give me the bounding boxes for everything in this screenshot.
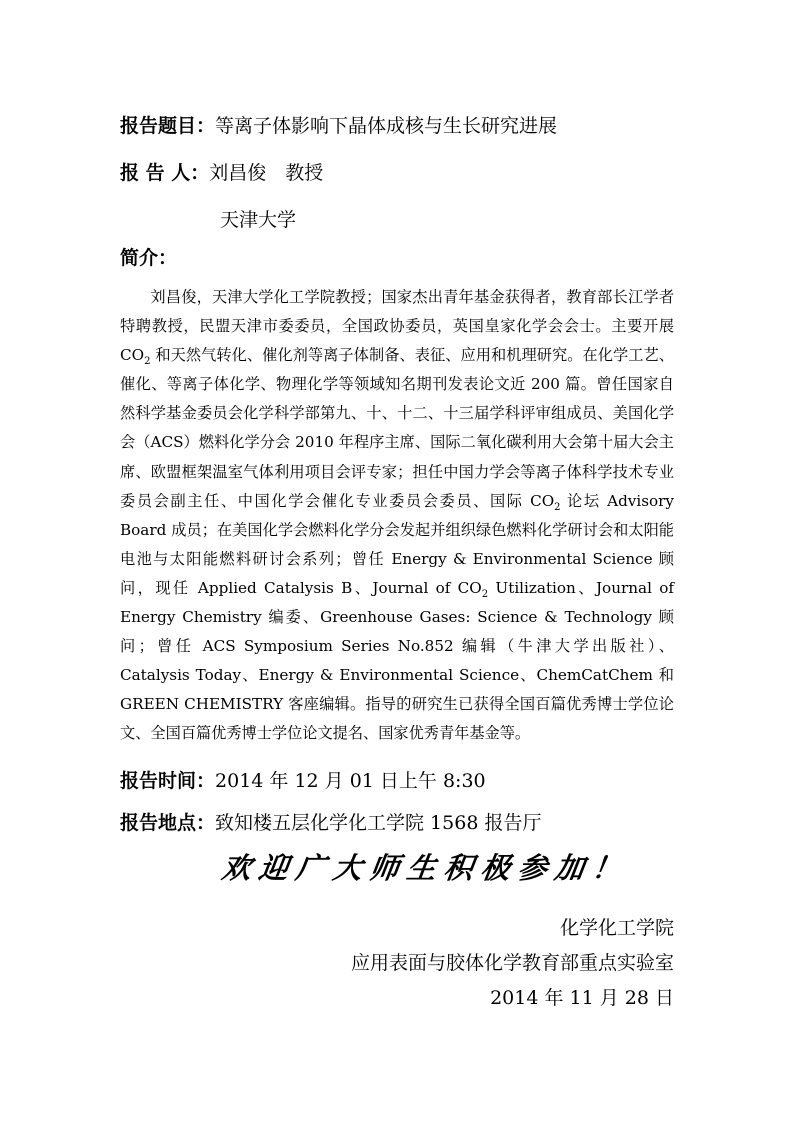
intro-label: 简介： [120, 247, 178, 269]
intro-row [120, 246, 177, 270]
bio-text-3: 论坛 Advisory Board 成员；在美国化学会燃料化学分会发起并组织绿色燃料化学研讨会和太阳能电池与太阳能燃料研讨会系列；曾任 Energy & Environmental Science 顾问，现任 Applied Catalysis B、Journal of CO [120, 491, 675, 597]
report-title-label: 报告题目： [120, 115, 216, 137]
report-time-row [120, 769, 486, 793]
bio-text-4: Utilization、Journal of Energy Chemistry 编委、Greenhouse Gases: Science & Technology 顾问；曾任 ACS Symposium Series No.852 编辑（牛津大学出版社）、Catalysis Today、Energy & Environmental Science、ChemCatChem 和 GREEN CHEMISTRY 客座编辑。指导的研究生已获得全国百篇优秀博士学位论文、全国百篇优秀博士学位论文提名、国家优秀青年基金等。 [120, 578, 674, 743]
report-time-label: 报告时间： [120, 770, 216, 792]
bio-subscript-1: 2 [144, 356, 151, 368]
signature-college: 化学化工学院 [559, 917, 674, 939]
report-title-row [120, 114, 557, 138]
report-place-value: 致知楼五层化学化工学院 1568 报告厅 [215, 812, 542, 834]
speaker-affiliation: 天津大学 [220, 209, 297, 231]
report-place-row [120, 811, 541, 835]
speaker-bio [120, 283, 674, 749]
bio-text-1: 刘昌俊，天津大学化工学院教授；国家杰出青年基金获得者，教育部长江学者特聘教授，民盟天津市委委员，全国政协委员，英国皇家化学会会士。主要开展 CO [120, 288, 674, 365]
welcome-banner: 欢迎广大师生积极参加！ [219, 851, 632, 885]
bio-subscript-3: 2 [481, 588, 489, 600]
speaker-name: 刘昌俊 教授 [209, 162, 324, 184]
signature-lab: 应用表面与胶体化学教育部重点实验室 [350, 952, 674, 974]
report-time-value: 2014 年 12 月 01 日上午 8:30 [215, 770, 486, 792]
report-place-label: 报告地点： [120, 812, 216, 834]
bio-text-2: 和天然气转化、催化剂等离子体制备、表征、应用和机理研究。在化学工艺、催化、等离子体化学、物理化学等领域知名期刊发表论文近 200 篇。曾任国家自然科学基金委员会化学科学部第九、十、十二、十三届学科评审组成员、美国化学会（ACS）燃料化学分会 2010 年程序主席、国际二氧化碳利用大会第十届大会主席、欧盟框架温室气体利用项目会评专家；担任中国力学会等离子体科学技术专业委员会副主任、中国化学会催化专业委员会委员、国际 CO [120, 346, 674, 510]
speaker-row [120, 161, 323, 185]
signature-date: 2014 年 11 月 28 日 [490, 987, 674, 1009]
speaker-label: 报 告 人： [120, 162, 210, 184]
report-title-value: 等离子体影响下晶体成核与生长研究进展 [215, 115, 558, 137]
bio-subscript-2: 2 [554, 501, 561, 513]
